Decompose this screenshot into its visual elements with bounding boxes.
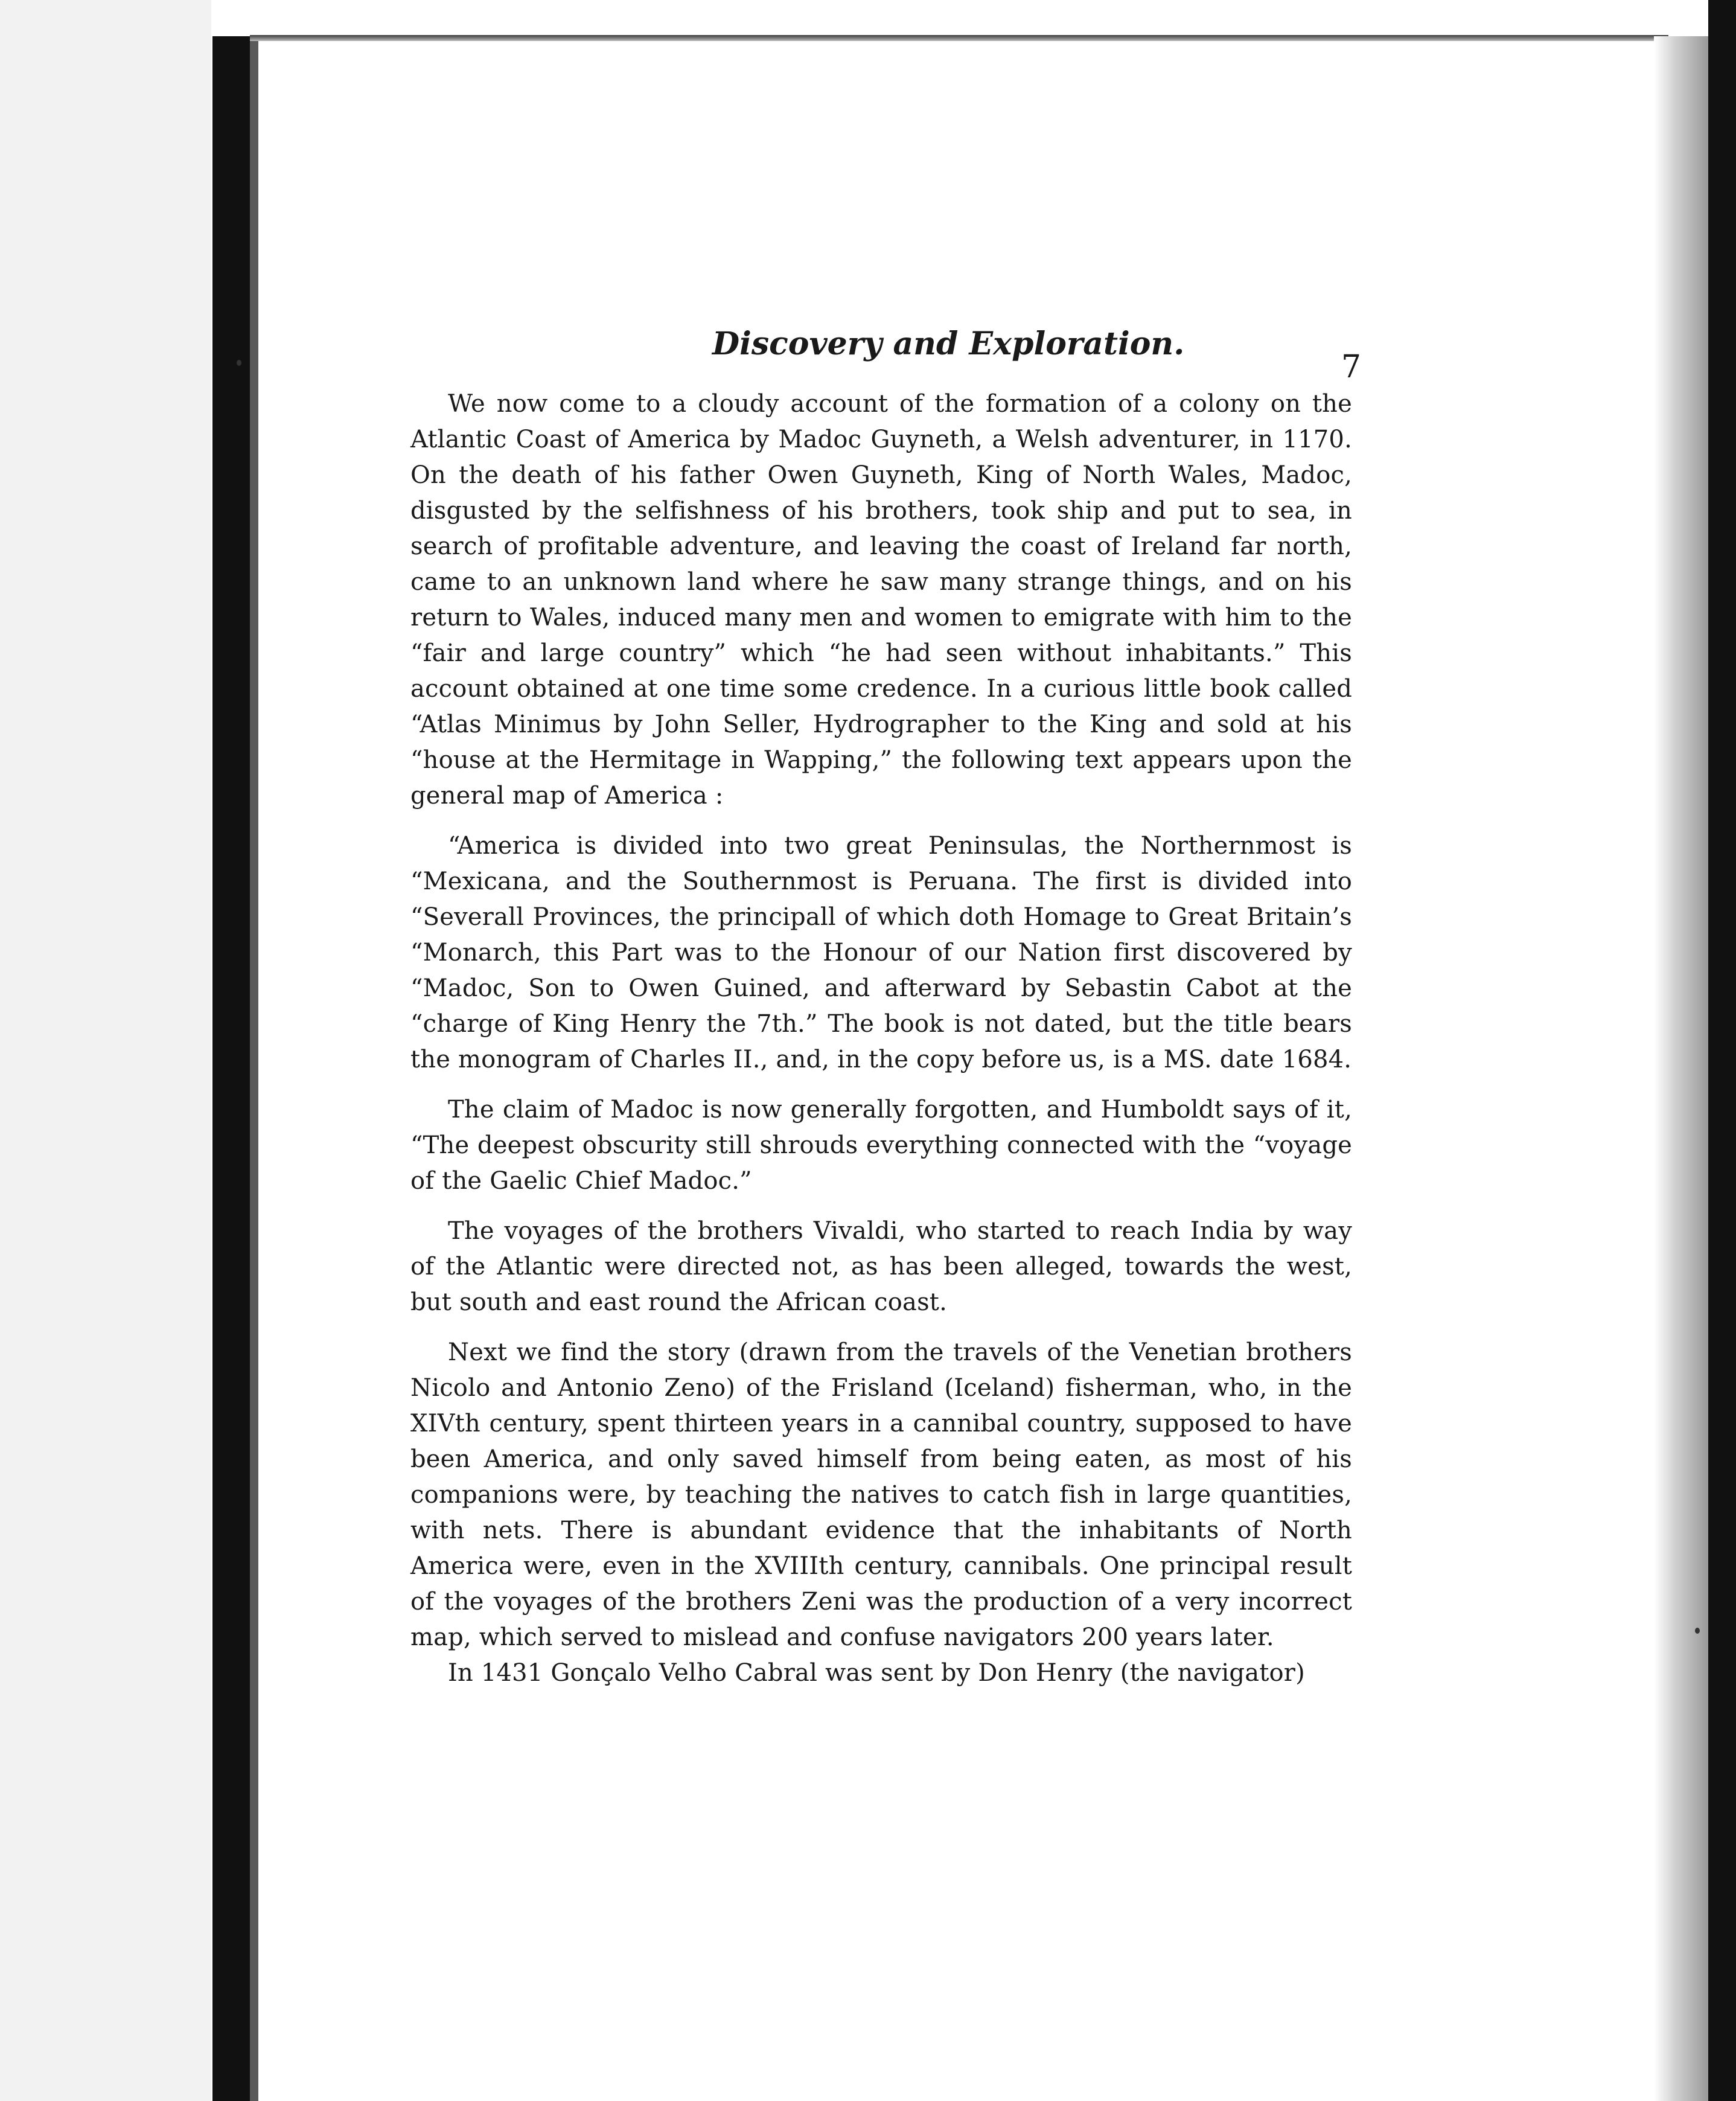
scan-speck (237, 360, 241, 366)
scan-speck (1695, 1628, 1700, 1634)
paragraph-cabral: In 1431 Gonçalo Velho Cabral was sent by Don Henry (the navigator) (448, 1659, 1305, 1687)
paragraph-humboldt: The claim of Madoc is now generally forgotten, and Humboldt says of it, “The deepest obscurity still shrouds everything connected with the “voyage of the Gaelic Chief Madoc.” (410, 1096, 1352, 1195)
scan-left-margin (0, 0, 211, 2101)
binding-edge-shadow (250, 36, 258, 2101)
paragraph-atlas-quote: “America is divided into two great Peninsulas, the Northernmost is “Mexicana, and the Southernmost is Peruana. The first is divided into “Severall Provinces, the principall of which doth Homage to Great Britain’s “Monarch, this Part was to the Honour of our Nation first discovered by “Madoc, Son to Owen Guined, and afterward by Sebastin Cabot at the “charge of King Henry the 7th.” The book is not dated, but the title bears the monogram of Charles II., and, in the copy before us, is a MS. date 1684. (410, 832, 1352, 1073)
page-top-edge (250, 35, 1668, 41)
running-head: Discovery and Exploration. (712, 325, 1185, 362)
paragraph-vivaldi: The voyages of the brothers Vivaldi, who started to reach India by way of the Atlantic were directed not, as has been alleged, towards the west, but south and east round the African coast. (410, 1217, 1352, 1316)
scan-top-margin (250, 0, 1711, 35)
paragraph-zeno: Next we find the story (drawn from the travels of the Venetian brothers Nicolo and Antonio Zeno) of the Frisland (Iceland) fisherman, who, in the XIVth century, spent thirteen years in a cannibal country, supposed to have been America, and only saved himself from being eaten, as most of his companions were, by teaching the natives to catch fish in large quantities, with nets. There is abundant evidence that the inhabitants of North America were, even in the XVIIIth century, cannibals. One principal result of the voyages of the brothers Zeni was the production of a very incorrect map, which served to mislead and confuse navigators 200 years later. (410, 1338, 1352, 1651)
page-right-edge-shadow (1654, 36, 1708, 2101)
book-binding-gutter (212, 36, 250, 2101)
scan-right-margin (1708, 0, 1736, 2101)
page-number: 7 (1341, 349, 1362, 385)
body-text (410, 386, 1352, 1691)
paragraph-madoc-colony: We now come to a cloudy account of the formation of a colony on the Atlantic Coast of America by Madoc Guyneth, a Welsh adventurer, in 1170. On the death of his father Owen Guyneth, King of North Wales, Madoc, disgusted by the selfishness of his brothers, took ship and put to sea, in search of profitable adventure, and leaving the coast of Ireland far north, came to an unknown land where he saw many strange things, and on his return to Wales, induced many men and women to emigrate with him to the “fair and large country” which “he had seen without inhabitants.” This account obtained at one time some credence. In a curious little book called “Atlas Minimus by John Seller, Hydrographer to the King and sold at his “house at the Hermitage in Wapping,” the following text appears upon the general map of America : (410, 390, 1352, 810)
